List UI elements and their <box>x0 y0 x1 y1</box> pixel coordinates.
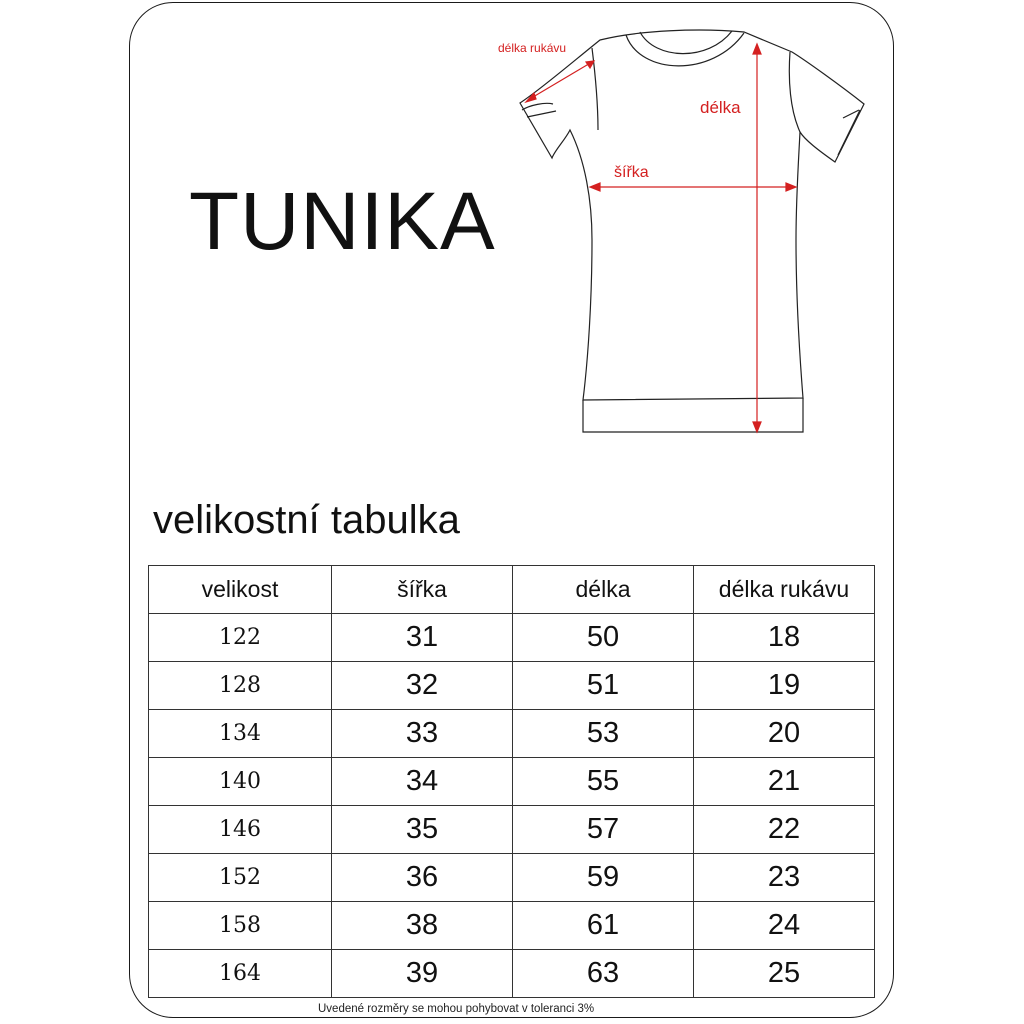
sleeve-length-cell: 18 <box>694 614 875 662</box>
width-label: šířka <box>614 164 649 181</box>
length-cell: 51 <box>513 662 694 710</box>
length-cell: 53 <box>513 710 694 758</box>
width-cell: 35 <box>332 806 513 854</box>
sleeve-length-cell: 20 <box>694 710 875 758</box>
length-label: délka <box>700 98 741 117</box>
width-cell: 31 <box>332 614 513 662</box>
sleeve-length-cell: 19 <box>694 662 875 710</box>
width-cell: 39 <box>332 950 513 998</box>
length-cell: 57 <box>513 806 694 854</box>
size-cell: 146 <box>149 806 332 854</box>
table-row <box>149 854 875 902</box>
tolerance-note: Uvedené rozměry se mohou pohybovat v toleranci 3% <box>318 1003 595 1015</box>
header-length: délka <box>513 566 694 614</box>
header-width: šířka <box>332 566 513 614</box>
width-cell: 33 <box>332 710 513 758</box>
size-cell: 152 <box>149 854 332 902</box>
size-cell: 128 <box>149 662 332 710</box>
table-heading: velikostní tabulka <box>153 498 460 542</box>
size-cell: 140 <box>149 758 332 806</box>
size-table <box>148 565 875 998</box>
sleeve-length-label: délka rukávu <box>498 41 567 55</box>
header-sleeve-length: délka rukávu <box>694 566 875 614</box>
width-cell: 36 <box>332 854 513 902</box>
size-cell: 134 <box>149 710 332 758</box>
table-row <box>149 710 875 758</box>
sleeve-length-cell: 22 <box>694 806 875 854</box>
table-header-row <box>149 566 875 614</box>
size-cell: 122 <box>149 614 332 662</box>
table-row <box>149 806 875 854</box>
length-cell: 59 <box>513 854 694 902</box>
length-cell: 63 <box>513 950 694 998</box>
length-cell: 50 <box>513 614 694 662</box>
sleeve-length-cell: 25 <box>694 950 875 998</box>
table-row <box>149 950 875 998</box>
table-row <box>149 662 875 710</box>
table-row <box>149 758 875 806</box>
sleeve-length-cell: 21 <box>694 758 875 806</box>
header-size: velikost <box>149 566 332 614</box>
sleeve-length-cell: 23 <box>694 854 875 902</box>
width-cell: 34 <box>332 758 513 806</box>
product-title: TUNIKA <box>189 176 496 267</box>
sleeve-length-cell: 24 <box>694 902 875 950</box>
tunic-diagram <box>500 20 880 440</box>
length-cell: 55 <box>513 758 694 806</box>
table-row <box>149 902 875 950</box>
width-cell: 38 <box>332 902 513 950</box>
length-cell: 61 <box>513 902 694 950</box>
size-cell: 164 <box>149 950 332 998</box>
width-cell: 32 <box>332 662 513 710</box>
size-cell: 158 <box>149 902 332 950</box>
table-row <box>149 614 875 662</box>
